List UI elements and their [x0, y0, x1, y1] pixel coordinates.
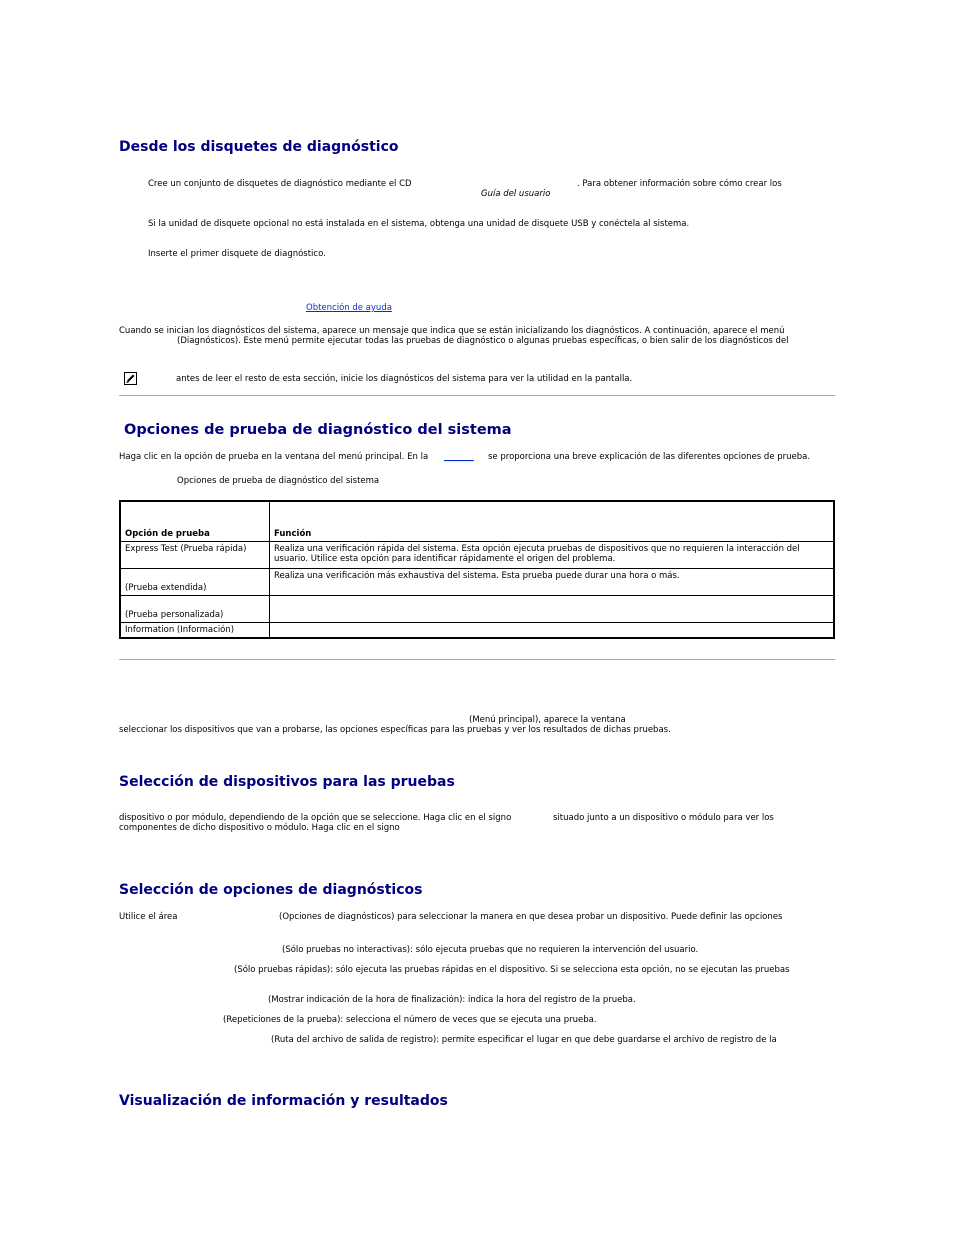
step1-text: Cree un conjunto de disquetes de diagnóstico mediante el CD: [148, 179, 412, 189]
option-cell: Express Test (Prueba rápida): [120, 541, 270, 568]
main-menu-text-cont: seleccionar los dispositivos que van a probarse, las opciones específicas para las pruebas y ver los resultados de dichas pruebas.: [119, 725, 671, 735]
section-title-diskettes: Desde los disquetes de diagnóstico: [119, 139, 399, 155]
intro-paragraph-line2: (Diagnósticos). Este menú permite ejecutar todas las pruebas de diagnóstico o algunas pruebas específicas, o bien salir de los diagnósticos del: [177, 336, 789, 346]
options-intro-a: Haga clic en la opción de prueba en la ventana del menú principal. En la: [119, 452, 429, 462]
function-cell: [270, 595, 835, 622]
option-cell: (Prueba personalizada): [120, 595, 270, 622]
function-cell: [270, 622, 835, 638]
option-log-path: (Ruta del archivo de salida de registro): permite especificar el lugar en que debe guardarse el archivo de registro de la: [271, 1035, 777, 1045]
table-row: [120, 622, 834, 638]
intro-paragraph-line1: Cuando se inician los diagnósticos del sistema, aparece un mensaje que indica que se están inicializando los diagnósticos. A continuación, aparece el menú: [119, 326, 785, 336]
option-non-interactive: (Sólo pruebas no interactivas): sólo ejecuta pruebas que no requieren la intervención del usuario.: [282, 945, 699, 955]
table-row: [120, 568, 834, 595]
note-pencil-icon: [124, 372, 137, 385]
table-caption: Opciones de prueba de diagnóstico del sistema: [177, 476, 380, 486]
divider: [119, 659, 835, 660]
user-guide-ref: Guía del usuario: [481, 189, 551, 199]
main-menu-text: (Menú principal), aparece la ventana: [469, 715, 626, 725]
option-cell: Information (Información): [120, 622, 270, 638]
diag-options-text-a: Utilice el área: [119, 912, 178, 922]
devices-text-a: dispositivo o por módulo, dependiendo de la opción que se seleccione. Haga clic en el signo: [119, 813, 512, 823]
help-link[interactable]: Obtención de ayuda: [306, 303, 392, 313]
diag-options-text-b: (Opciones de diagnósticos) para seleccionar la manera en que desea probar un dispositivo. Puede definir las opciones: [279, 912, 783, 922]
table-row: [120, 595, 834, 622]
section-title-view-results: Visualización de información y resultados: [119, 1093, 448, 1109]
header-option: Opción de prueba: [120, 501, 270, 541]
table-row: [120, 541, 834, 568]
option-cell: (Prueba extendida): [120, 568, 270, 595]
option-quick-tests: (Sólo pruebas rápidas): sólo ejecuta las pruebas rápidas en el dispositivo. Si se selecciona esta opción, no se ejecutan las pruebas: [234, 965, 790, 975]
option-show-end-time: (Mostrar indicación de la hora de finalización): indica la hora del registro de la prueba.: [268, 995, 636, 1005]
devices-text-b: situado junto a un dispositivo o módulo para ver los: [553, 813, 774, 823]
option-test-iterations: (Repeticiones de la prueba): selecciona el número de veces que se ejecuta una prueba.: [223, 1015, 597, 1025]
section-title-diag-options: Selección de opciones de diagnósticos: [119, 882, 423, 898]
section-title-select-devices: Selección de dispositivos para las pruebas: [119, 774, 455, 790]
function-cell: Realiza una verificación rápida del sistema. Esta opción ejecuta pruebas de dispositivos que no requieren la interacción del usuario. Utilice esta opción para identificar rápidamente el origen del problema.: [270, 541, 835, 568]
step1-text-cont: . Para obtener información sobre cómo crear los: [577, 179, 782, 189]
table-header-row: [120, 501, 834, 541]
header-function: Función: [270, 501, 835, 541]
options-intro-b: se proporciona una breve explicación de las diferentes opciones de prueba.: [488, 452, 811, 462]
function-cell: Realiza una verificación más exhaustiva del sistema. Esta prueba puede durar una hora o más.: [270, 568, 835, 595]
step2-text: Si la unidad de disquete opcional no está instalada en el sistema, obtenga una unidad de disquete USB y conéctela al sistema.: [148, 219, 690, 229]
note-text: antes de leer el resto de esta sección, inicie los diagnósticos del sistema para ver la utilidad en la pantalla.: [176, 374, 633, 384]
step3-text: Inserte el primer disquete de diagnóstico.: [148, 249, 326, 259]
table-link[interactable]: _______: [444, 452, 474, 462]
divider: [119, 395, 835, 396]
test-options-table: [119, 500, 835, 639]
devices-text-line2: componentes de dicho dispositivo o módulo. Haga clic en el signo: [119, 823, 400, 833]
section-title-test-options: Opciones de prueba de diagnóstico del sistema: [124, 422, 512, 438]
